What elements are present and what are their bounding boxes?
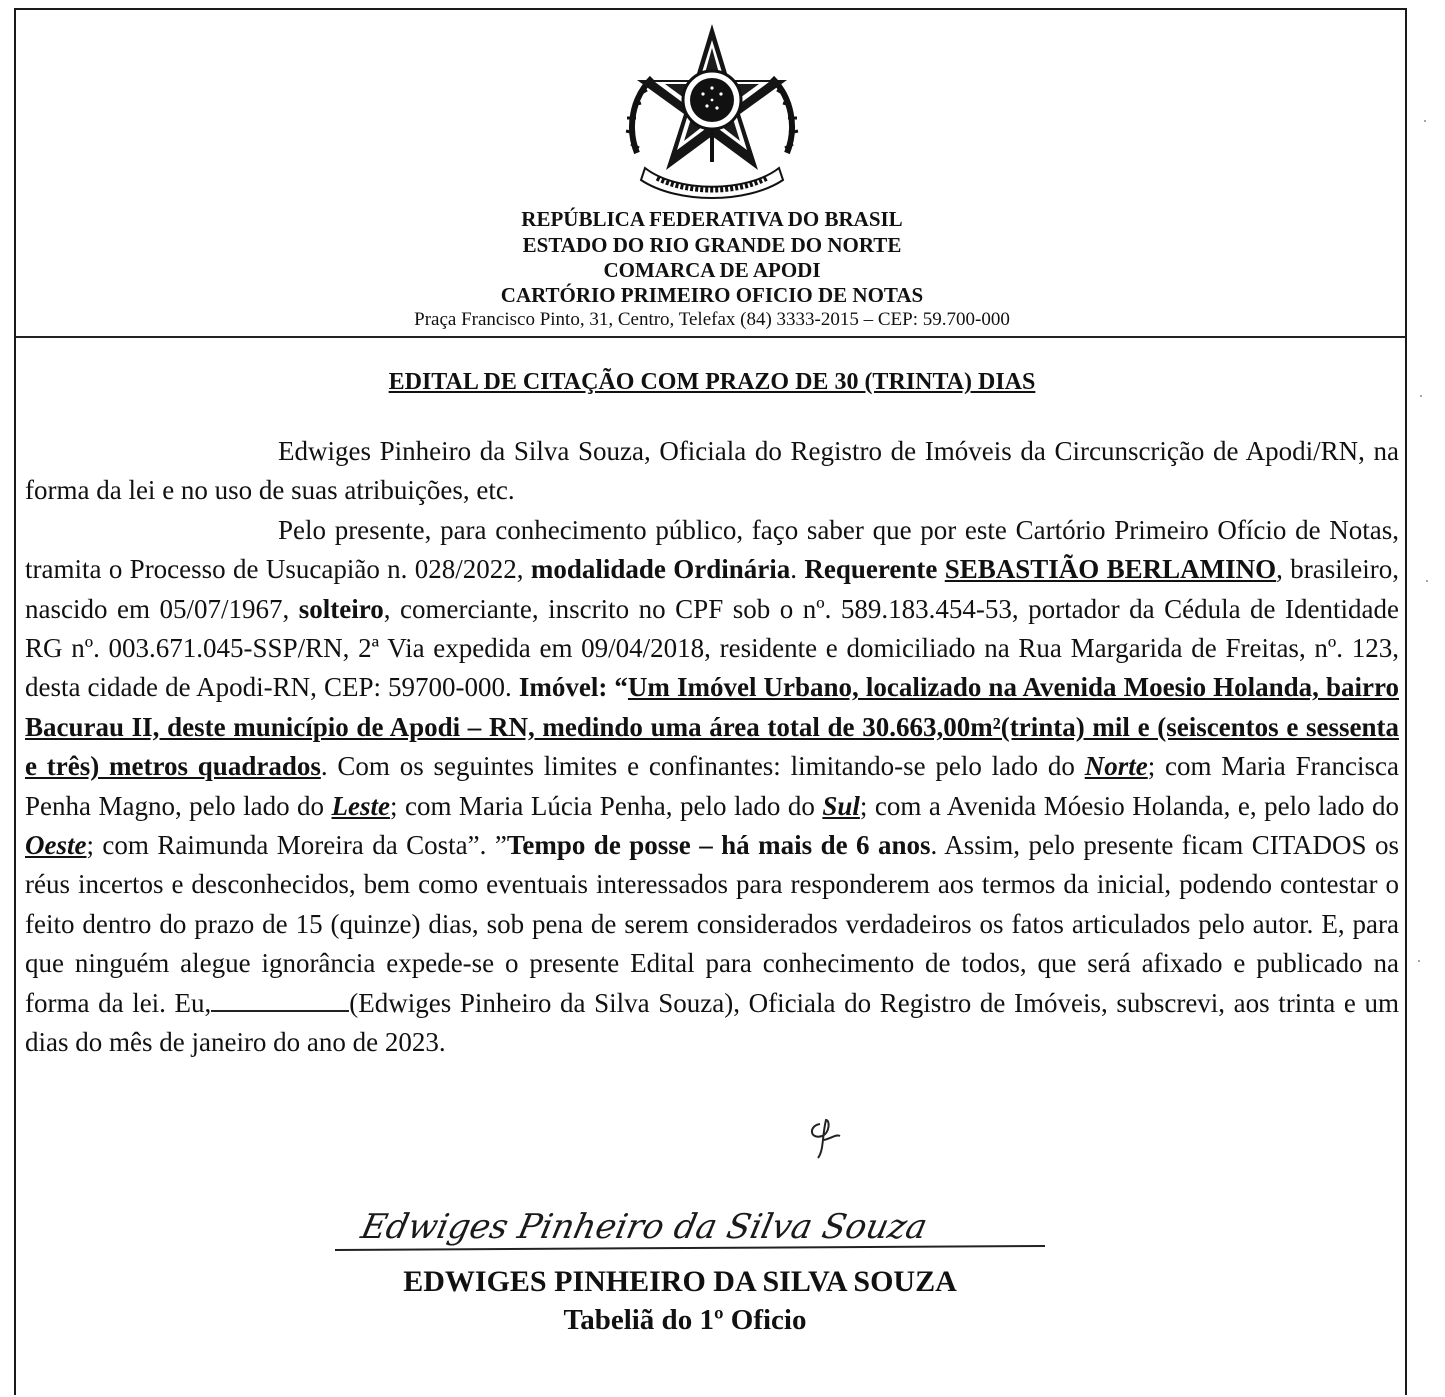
text-segment (937, 554, 944, 584)
paragraph-intro: Edwiges Pinheiro da Silva Souza, Oficiala do Registro de Imóveis da Circunscrição de Apodi/RN, na forma da lei e no uso de suas atribuições, etc. (25, 436, 1399, 506)
label-requerente: Requerente (804, 554, 938, 585)
text-segment: . Com os seguintes limites e confinantes: limitando-se pelo lado do (320, 751, 1085, 782)
signatory-role: Tabeliã do 1º Oficio (563, 1304, 807, 1336)
label-imovel: Imóvel: (518, 672, 608, 703)
document-body (25, 432, 1399, 1063)
scan-speck (1418, 960, 1420, 962)
scan-speck (1420, 395, 1422, 397)
signature-blank (211, 988, 349, 1012)
text-segment: , comerciante, inscrito no CPF sob o nº. 589.183.454-53, portador da Cédula de Identidade RG nº. 003.671.045-SSP/RN, 2ª Via expedida em 09/04/2018, residente e domiciliado na Rua Margarida de Freitas, nº. 123, desta cidade de Apodi-RN, CEP: 59700-000. (25, 593, 1399, 703)
text-segment: (Edwiges Pinheiro da Silva Souza), Oficiala do Registro de Imóveis, subscrevi, aos trinta e um dias do mês de janeiro do ano de 2023. (25, 987, 1399, 1058)
possession-time: Tempo de posse – há mais de 6 anos (506, 830, 931, 861)
direction-leste: Leste (331, 790, 391, 821)
header-state: ESTADO DO RIO GRANDE DO NORTE (522, 233, 902, 257)
text-segment: ; com Maria Francisca Penha Magno, pelo lado do (25, 751, 1400, 821)
direction-sul: Sul (822, 790, 860, 821)
document-title: EDITAL DE CITAÇÃO COM PRAZO DE 30 (TRINTA) DIAS (388, 369, 1036, 395)
coat-of-arms-icon (617, 18, 807, 200)
header-cartorio: CARTÓRIO PRIMEIRO OFICIO DE NOTAS (500, 283, 924, 307)
header-divider (16, 336, 1406, 338)
property-description: Um Imóvel Urbano, localizado na Avenida Moesio Holanda, bairro Bacurau II, deste município de Apodi – RN, medindo uma área total de 30.663,00m²(trinta) mil e (seiscentos e sessenta e três) metros quadrados (25, 672, 1400, 782)
direction-norte: Norte (1084, 751, 1148, 782)
modality: modalidade Ordinária (530, 554, 791, 585)
text-segment: Pelo presente, para conhecimento público, faço saber que por este Cartório Primeiro Ofício de Notas, tramita o Processo de Usucapião n. 028/2022, (25, 514, 1399, 585)
header-comarca: COMARCA DE APODI (603, 258, 821, 282)
direction-oeste: Oeste (25, 830, 87, 861)
header-address: Praça Francisco Pinto, 31, Centro, Telefax (84) 3333-2015 – CEP: 59.700-000 (414, 309, 1010, 330)
text-segment: , brasileiro, nascido em 05/07/1967, (25, 554, 1399, 624)
initial-scribble-icon (800, 1106, 860, 1166)
text-segment: ; com Maria Lúcia Penha, pelo lado do (390, 790, 823, 821)
text-segment: ; com Raimunda Moreira da Costa”. ” (86, 830, 507, 861)
handwritten-signature (330, 1198, 1050, 1268)
header-republic: REPÚBLICA FEDERATIVA DO BRASIL (521, 207, 903, 231)
paragraph-main (25, 511, 1399, 1063)
marital-status: solteiro (298, 593, 384, 624)
handwritten-signature-text: Edwiges Pinheiro da Silva Souza (357, 1207, 931, 1247)
text-segment: ; com a Avenida Móesio Holanda, e, pelo lado do (859, 790, 1399, 821)
text-segment: . (790, 554, 805, 585)
scan-speck (1424, 120, 1426, 122)
text-segment: “ (607, 672, 628, 703)
applicant-name: SEBASTIÃO BERLAMINO (944, 554, 1277, 585)
signatory-name: EDWIGES PINHEIRO DA SILVA SOUZA (403, 1265, 957, 1298)
scan-speck (1426, 580, 1428, 582)
text-segment: . Assim, pelo presente ficam CITADOS os réus incertos e desconhecidos, bem como eventuais interessados para responderem aos termos da inicial, podendo contestar o feito dentro do prazo de 15 (quinze) dias, sob pena de serem considerados verdadeiros os fatos articulados pelo autor. E, para que ninguém alegue ignorância expede-se o presente Edital para conhecimento de todos, que será afixado e publicado na forma da lei. Eu, (25, 830, 1399, 1018)
